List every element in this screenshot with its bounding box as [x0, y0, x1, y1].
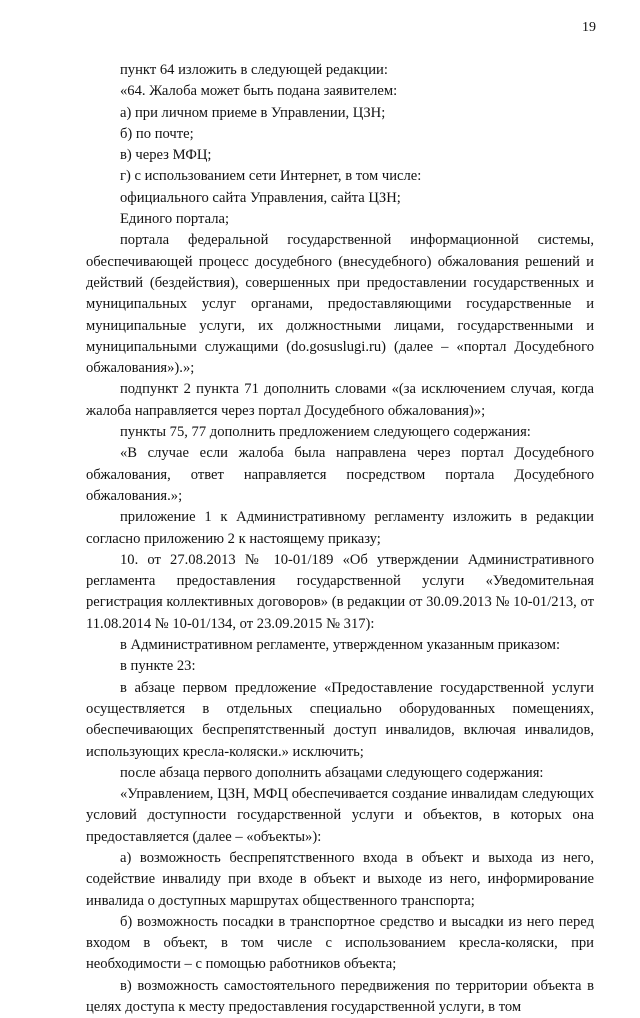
- paragraph: в) возможность самостоятельного передвижения по территории объекта в целях доступа к месту предоставления государственной услуги, в том: [86, 977, 594, 1016]
- document-body: [86, 60, 594, 1018]
- paragraph: г) с использованием сети Интернет, в том числе:: [120, 168, 422, 185]
- paragraph: в Административном регламенте, утвержденном указанным приказом:: [120, 637, 561, 654]
- paragraph: официального сайта Управления, сайта ЦЗН;: [120, 189, 401, 206]
- paragraph: а) возможность беспрепятственного входа в объект и выхода из него, содействие инвалиду при входе в объект и выходе из него, информирование инвалида о доступных маршрутах общественного транспорта;: [86, 849, 594, 909]
- paragraph: «Управлением, ЦЗН, МФЦ обеспечивается создание инвалидам следующих условий доступности государственной услуги и объектов, в которых она предоставляется (далее – «объекты»):: [86, 786, 594, 845]
- paragraph: в) через МФЦ;: [120, 147, 212, 164]
- paragraph: пункты 75, 77 дополнить предложением следующего содержания:: [120, 424, 531, 441]
- paragraph: в абзаце первом предложение «Предоставление государственной услуги осуществляется в отдельных специально оборудованных помещениях, обеспечивающих беспрепятственный доступ инвалидов, включая инвалидов, использующих кресла-коляски.» исключить;: [86, 679, 594, 760]
- paragraph: б) возможность посадки в транспортное средство и высадки из него перед входом в объект, в том числе с использованием кресла-коляски, при необходимости – с помощью работников объекта;: [86, 913, 594, 973]
- paragraph: приложение 1 к Административному регламенту изложить в редакции согласно приложению 2 к настоящему приказу;: [86, 509, 594, 547]
- page-number: 19: [582, 20, 596, 35]
- paragraph: 10. от 27.08.2013 № 10-01/189 «Об утверждении Административного регламента предоставления государственной услуги «Уведомительная регистрация коллективных договоров» (в редакции от 30.09.2013 № 10-01/213, от 11.08.2014 № 10-01/134, от 23.09.2015 № 317):: [86, 551, 594, 632]
- paragraph: «64. Жалоба может быть подана заявителем:: [120, 83, 398, 100]
- paragraph: портала федеральной государственной информационной системы, обеспечивающей процесс досудебного (внесудебного) обжалования решений и действий (бездействия), совершенных при предоставлении государственных и муниципальных услуг органами, предоставляющими государственные и муниципальные услуги, их должностными лицами, государственными и муниципальными служащими (do.gosuslugi.ru) (далее – «портал Досудебного обжалования»).»;: [86, 232, 594, 377]
- paragraph: Единого портала;: [120, 211, 230, 228]
- paragraph: подпункт 2 пункта 71 дополнить словами «(за исключением случая, когда жалоба направляется через портал Досудебного обжалования)»;: [86, 381, 594, 419]
- paragraph: пункт 64 изложить в следующей редакции:: [120, 62, 388, 78]
- paragraph: а) при личном приеме в Управлении, ЦЗН;: [120, 104, 386, 121]
- paragraph: после абзаца первого дополнить абзацами следующего содержания:: [120, 764, 544, 781]
- paragraph: в пункте 23:: [120, 658, 196, 675]
- paragraph: «В случае если жалоба была направлена через портал Досудебного обжалования, ответ направляется посредством портала Досудебного обжалования.»;: [86, 445, 594, 504]
- paragraph: б) по почте;: [120, 125, 194, 142]
